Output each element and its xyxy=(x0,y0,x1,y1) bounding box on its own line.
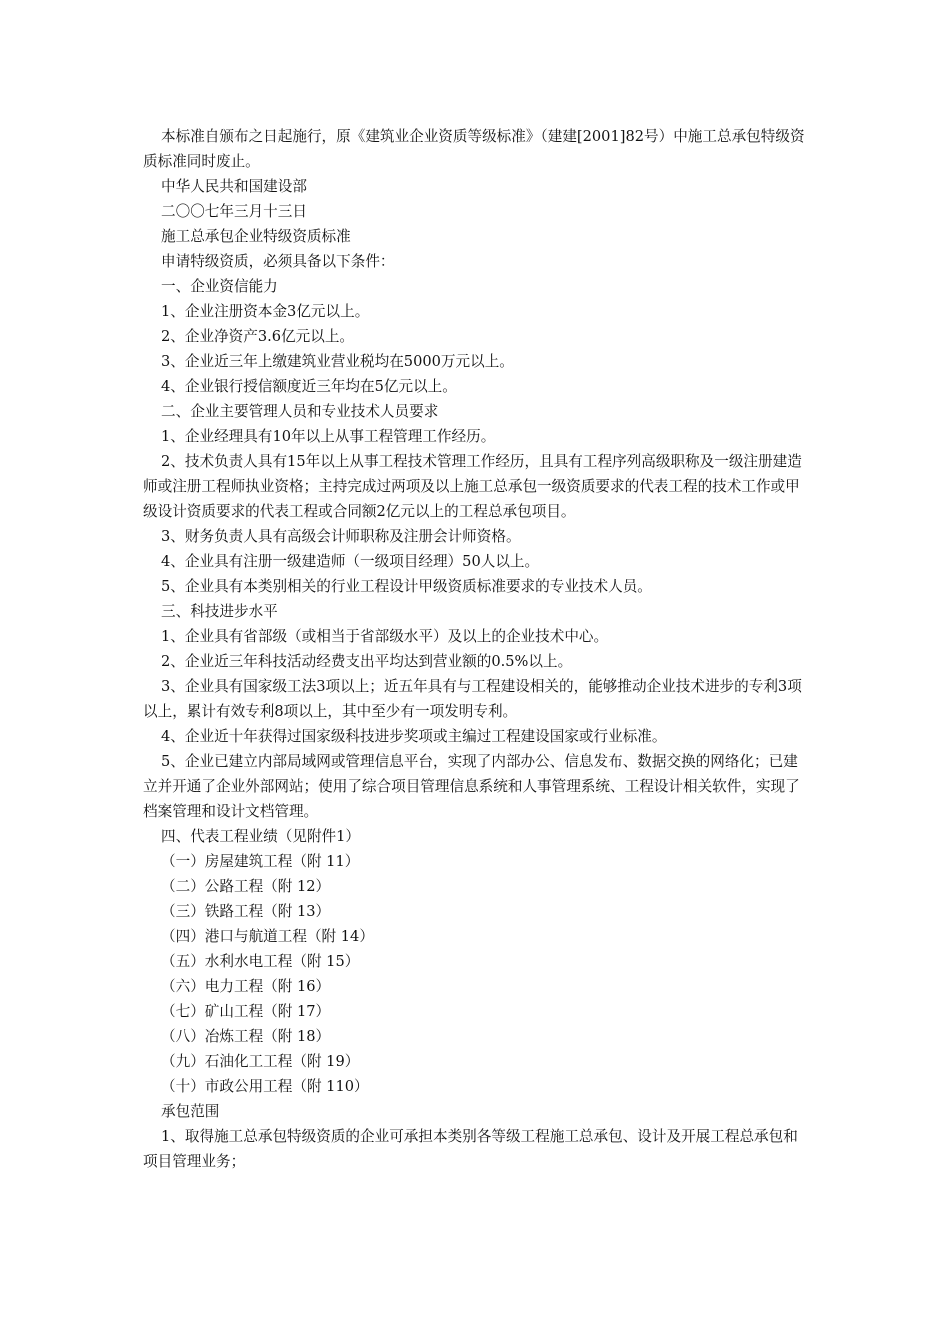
paragraph: 申请特级资质，必须具备以下条件： xyxy=(161,253,395,270)
list-item: （三）铁路工程（附 13） xyxy=(161,903,331,920)
paragraph: 施工总承包企业特级资质标准 xyxy=(161,228,351,245)
paragraph: 1、企业具有省部级（或相当于省部级水平）及以上的企业技术中心。 xyxy=(161,628,609,645)
list-item: （七）矿山工程（附 17） xyxy=(161,1003,331,1020)
section-heading: 二、企业主要管理人员和专业技术人员要求 xyxy=(161,403,439,420)
list-item: （六）电力工程（附 16） xyxy=(161,978,331,995)
list-item: （八）冶炼工程（附 18） xyxy=(161,1028,331,1045)
paragraph: 二〇〇七年三月十三日 xyxy=(161,203,307,220)
list-item: （五）水利水电工程（附 15） xyxy=(161,953,360,970)
paragraph: 3、财务负责人具有高级会计师职称及注册会计师资格。 xyxy=(161,528,521,545)
paragraph: 4、企业具有注册一级建造师（一级项目经理）50人以上。 xyxy=(161,553,540,570)
section-heading: 承包范围 xyxy=(161,1103,220,1120)
paragraph: 4、企业近十年获得过国家级科技进步奖项或主编过工程建设国家或行业标准。 xyxy=(161,728,667,745)
paragraph: 2、企业近三年科技活动经费支出平均达到营业额的0.5%以上。 xyxy=(161,653,573,670)
paragraph: 5、企业已建立内部局域网或管理信息平台，实现了内部办公、信息发布、数据交换的网络化；已建立并开通了企业外部网站；使用了综合项目管理信息系统和人事管理系统、工程设计相关软件，实现了档案管理和设计文档管理。 xyxy=(143,753,800,820)
section-heading: 四、代表工程业绩（见附件1） xyxy=(161,828,361,845)
paragraph: 1、企业经理具有10年以上从事工程管理工作经历。 xyxy=(161,428,496,445)
paragraph: 2、企业净资产3.6亿元以上。 xyxy=(161,328,355,345)
paragraph: 3、企业具有国家级工法3项以上；近五年具有与工程建设相关的，能够推动企业技术进步的专利3项以上，累计有效专利8项以上，其中至少有一项发明专利。 xyxy=(143,678,802,720)
list-item: （十）市政公用工程（附 110） xyxy=(161,1078,369,1095)
paragraph: 5、企业具有本类别相关的行业工程设计甲级资质标准要求的专业技术人员。 xyxy=(161,578,652,595)
paragraph: 本标准自颁布之日起施行，原《建筑业企业资质等级标准》（建建[2001]82号）中施工总承包特级资质标准同时废止。 xyxy=(143,128,805,170)
list-item: （四）港口与航道工程（附 14） xyxy=(161,928,374,945)
list-item: （九）石油化工工程（附 19） xyxy=(161,1053,360,1070)
paragraph: 中华人民共和国建设部 xyxy=(161,178,307,195)
list-item: （一）房屋建筑工程（附 11） xyxy=(161,853,360,870)
paragraph: 4、企业银行授信额度近三年均在5亿元以上。 xyxy=(161,378,457,395)
section-heading: 一、企业资信能力 xyxy=(161,278,278,295)
paragraph: 3、企业近三年上缴建筑业营业税均在5000万元以上。 xyxy=(161,353,514,370)
list-item: （二）公路工程（附 12） xyxy=(161,878,331,895)
section-heading: 三、科技进步水平 xyxy=(161,603,278,620)
paragraph: 1、取得施工总承包特级资质的企业可承担本类别各等级工程施工总承包、设计及开展工程总承包和项目管理业务； xyxy=(143,1128,798,1170)
document-page xyxy=(143,124,808,1174)
paragraph: 1、企业注册资本金3亿元以上。 xyxy=(161,303,370,320)
paragraph: 2、技术负责人具有15年以上从事工程技术管理工作经历，且具有工程序列高级职称及一级注册建造师或注册工程师执业资格；主持完成过两项及以上施工总承包一级资质要求的代表工程的技术工作或甲级设计资质要求的代表工程或合同额2亿元以上的工程总承包项目。 xyxy=(143,453,802,520)
